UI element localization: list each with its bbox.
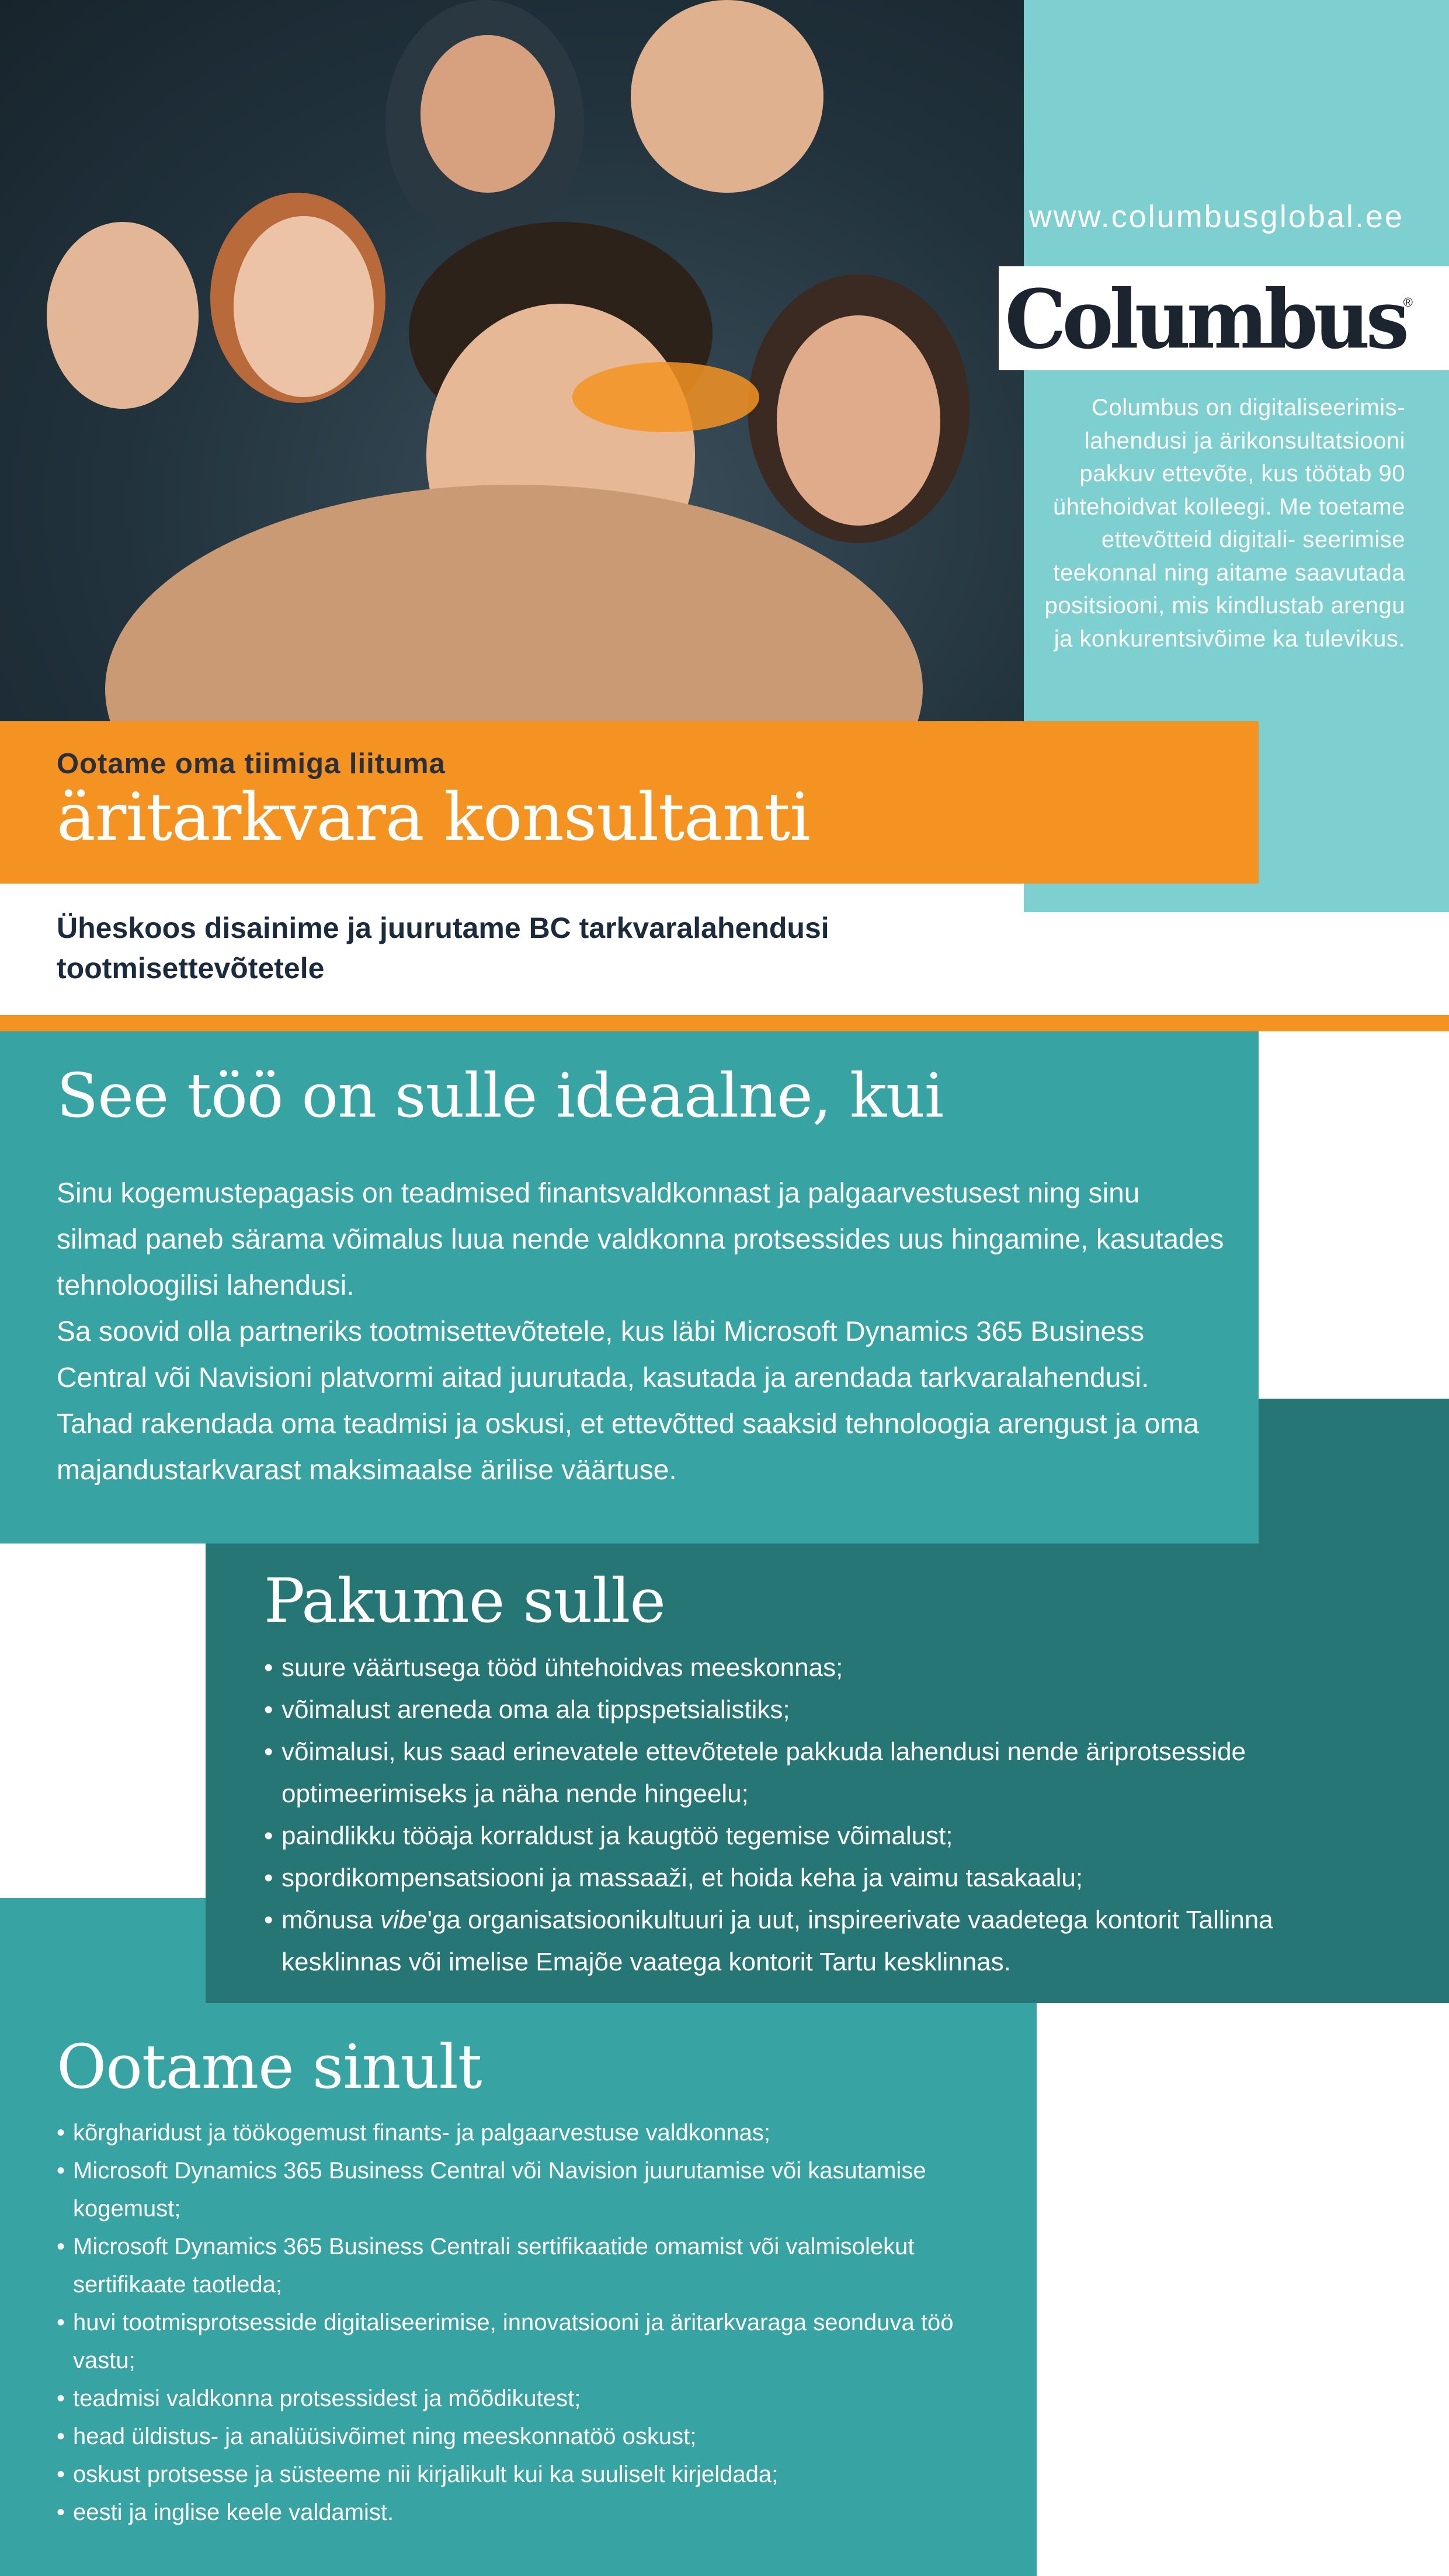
divider-line bbox=[0, 1015, 1449, 1031]
banner-subheading: Ootame oma tiimiga liituma bbox=[57, 748, 446, 780]
requirements-section-title: Ootame sinult bbox=[57, 2031, 482, 2102]
decor-block-left bbox=[0, 1898, 206, 2003]
hero-photo bbox=[0, 0, 1024, 721]
website-url: www.columbusglobal.ee bbox=[1028, 199, 1404, 234]
ideal-section-body bbox=[57, 1170, 1225, 1493]
ideal-paragraph-2: Sa soovid olla partneriks tootmisettevõtetele, kus läbi Microsoft Dynamics 365 Business Central või Navisioni platvormi aitad juurutada, kasutada ja arendada tarkvaralahendusi. Tahad rakendada oma teadmisi ja oskusi, et ettevõtted saaksid tehnoloogia arengust ja oma majandustarkvarast maksimaalse ärilise väärtuse. bbox=[57, 1316, 1199, 1486]
list-item: • spordikompensatsiooni ja massaaži, et hoida keha ja vaimu tasakaalu; bbox=[264, 1857, 1374, 1899]
columbus-logo: Columbus bbox=[1005, 272, 1405, 367]
registered-mark: ® bbox=[1403, 295, 1413, 310]
list-item: • kõrgharidust ja töökogemust finants- ja palgaarvestuse valdkonnas; bbox=[57, 2114, 991, 2152]
list-item: • paindlikku tööaja korraldust ja kaugtöö tegemise võimalust; bbox=[264, 1815, 1374, 1857]
list-item: • suure väärtusega tööd ühtehoidvas meeskonnas; bbox=[264, 1647, 1374, 1689]
job-subtitle: Üheskoos disainime ja juurutame BC tarkvaralahendusi tootmisettevõtetele bbox=[57, 912, 829, 985]
list-item: • võimalust areneda oma ala tippspetsialistiks; bbox=[264, 1689, 1374, 1731]
list-item-suffix: 'ga organisatsioonikultuuri ja uut, inspireerivate vaadetega kontorit Tallinna kesklinnas või imelise Emajõe vaatega kontorit Tartu kesklinnas. bbox=[282, 1906, 1273, 1976]
offer-section-title: Pakume sulle bbox=[264, 1565, 665, 1636]
list-item: • head üldistus- ja analüüsivõimet ning meeskonnatöö oskust; bbox=[57, 2418, 991, 2456]
list-item bbox=[264, 1899, 1374, 1983]
list-item-emphasis: vibe bbox=[380, 1906, 428, 1934]
company-intro: Columbus on digitaliseerimis- lahendusi ja ärikonsultatsiooni pakkuv ettevõte, kus töötab 90 ühtehoidvat kolleegi. Me toetame ettevõtteid digitali- seerimise teekonnal ning aitame saavutada positsiooni, mis kindlustab arengu ja konkurentsivõime ka tulevikus. bbox=[1044, 395, 1405, 652]
list-item: • huvi tootmisprotsesside digitaliseerimise, innovatsiooni ja äritarkvaraga seonduva töö vastu; bbox=[57, 2304, 991, 2380]
list-item-prefix: mõnusa bbox=[282, 1906, 380, 1934]
ideal-paragraph-1: Sinu kogemustepagasis on teadmised finantsvaldkonnast ja palgaarvestusest ning sinu silmad paneb särama võimalus luua nende valdkonna protsessides uus hingamine, kasutades tehnoloogilisi lahendusi. bbox=[57, 1178, 1224, 1301]
list-item: • eesti ja inglise keele valdamist. bbox=[57, 2494, 991, 2532]
job-title: äritarkvara konsultanti bbox=[57, 780, 810, 856]
list-item: • Microsoft Dynamics 365 Business Centrali sertifikaatide omamist või valmisolekut sertifikaate taotleda; bbox=[57, 2228, 991, 2304]
list-item: • võimalusi, kus saad erinevatele ettevõtetele pakkuda lahendusi nende äriprotsesside optimeerimiseks ja näha nende hingeelu; bbox=[264, 1731, 1374, 1815]
list-item: • Microsoft Dynamics 365 Business Central või Navision juurutamise või kasutamise kogemust; bbox=[57, 2152, 991, 2228]
ideal-section-title: See töö on sulle ideaalne, kui bbox=[57, 1060, 944, 1131]
requirements-list bbox=[57, 2114, 991, 2532]
list-item: • oskust protsesse ja süsteeme nii kirjalikult kui ka suuliselt kirjeldada; bbox=[57, 2456, 991, 2494]
offer-list bbox=[264, 1647, 1374, 1983]
list-item: • teadmisi valdkonna protsessidest ja mõõdikutest; bbox=[57, 2380, 991, 2418]
